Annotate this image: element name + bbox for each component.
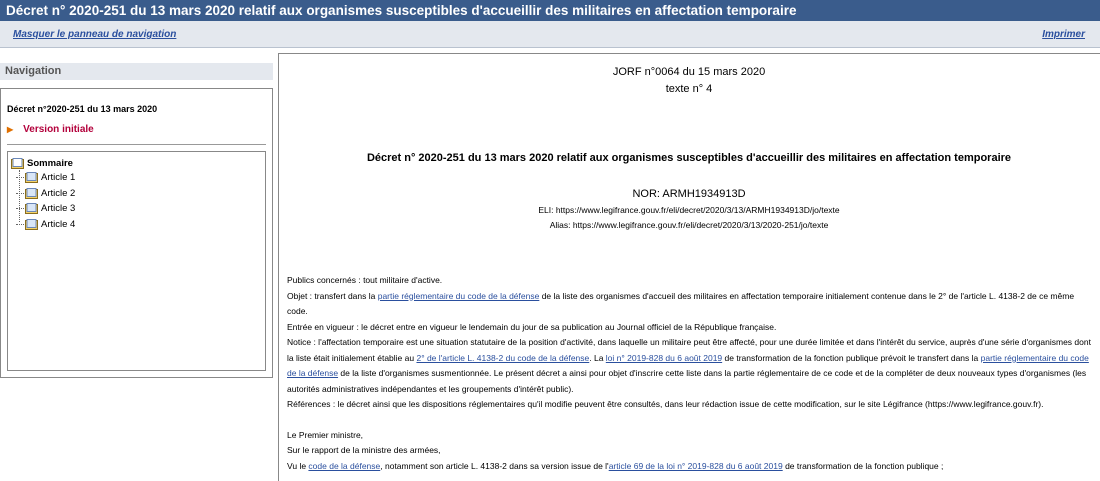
navigation-sidebar bbox=[0, 48, 278, 481]
document-content bbox=[278, 53, 1100, 481]
objet-paragraph bbox=[287, 289, 1093, 320]
print-link[interactable]: Imprimer bbox=[1042, 29, 1085, 40]
tree-item-article-1[interactable] bbox=[11, 170, 262, 186]
partie-reglementaire-link-2[interactable]: partie réglementaire du code de la défense bbox=[287, 352, 1089, 378]
triangle-right-icon: ▶ bbox=[7, 125, 14, 134]
sommaire-tree bbox=[7, 151, 266, 371]
loi-2019-828-link[interactable]: loi n° 2019-828 du 6 août 2019 bbox=[605, 352, 723, 363]
partie-reglementaire-link[interactable]: partie réglementaire du code de la défense bbox=[377, 290, 540, 301]
nor-reference: NOR: ARMH1934913D bbox=[632, 188, 746, 200]
tree-root-sommaire[interactable] bbox=[11, 156, 262, 170]
rapport-line: Sur le rapport de la ministre des armées, bbox=[287, 445, 441, 455]
vu-text: de transformation de la fonction publique ; bbox=[782, 460, 944, 471]
book-icon bbox=[25, 172, 38, 183]
article-69-link[interactable]: article 69 de la loi n° 2019-828 du 6 août 2019 bbox=[608, 460, 783, 471]
notice-paragraph bbox=[287, 335, 1093, 397]
publics-paragraph: Publics concernés : tout militaire d'active. bbox=[287, 275, 443, 285]
notice-text: de transformation de la fonction publique prévoit le transfert dans la bbox=[722, 352, 981, 363]
code-defense-link[interactable]: code de la défense bbox=[308, 460, 381, 471]
spacer bbox=[287, 413, 1093, 428]
document-body bbox=[287, 273, 1093, 474]
tree-item-label: Article 1 bbox=[41, 172, 76, 184]
vu-text: Vu le bbox=[287, 460, 309, 471]
hide-navigation-link[interactable]: Masquer le panneau de navigation bbox=[13, 29, 177, 40]
book-icon bbox=[25, 188, 38, 199]
jorf-reference: JORF n°0064 du 15 mars 2020 bbox=[612, 66, 766, 78]
page-title: Décret n° 2020-251 du 13 mars 2020 relatif aux organismes susceptibles d'accueillir des militaires en affectation temporaire bbox=[0, 0, 1100, 21]
tree-item-article-2[interactable] bbox=[11, 186, 262, 202]
tree-item-label: Article 3 bbox=[41, 203, 76, 215]
tree-item-label: Article 4 bbox=[41, 218, 76, 230]
book-icon bbox=[25, 219, 38, 230]
decret-title: Décret n°2020-251 du 13 mars 2020 bbox=[7, 104, 158, 114]
vu-text: , notamment son article L. 4138-2 dans sa version issue de l' bbox=[380, 460, 609, 471]
book-icon bbox=[25, 203, 38, 214]
references-paragraph: Références : le décret ainsi que les dispositions réglementaires qu'il modifie peuvent être consultés, dans leur rédaction issue de cette modification, sur le site Légifrance (https://www.legifrance.gouv.fr). bbox=[287, 399, 1044, 409]
notice-text: de la liste d'organismes susmentionnée. Le présent décret a ainsi pour objet d'inscrire cette liste dans la partie réglementaire de ce code et de la compléter de deux nouveaux types d'organismes (les autorités administratives indépendantes et les groupements d'intérêt public). bbox=[287, 368, 1087, 394]
document-title: Décret n° 2020-251 du 13 mars 2020 relatif aux organismes susceptibles d'accueillir des militaires en affectation temporaire bbox=[366, 152, 1012, 164]
objet-text: de la liste des organismes d'accueil des militaires en affectation temporaire initialement contenue dans le 2° de l'article L. 4138-2 de ce même code. bbox=[287, 290, 1075, 316]
tree-item-label: Article 2 bbox=[41, 187, 76, 199]
tree-item-article-3[interactable] bbox=[11, 201, 262, 217]
tree-item-article-4[interactable] bbox=[11, 217, 262, 233]
texte-number: texte n° 4 bbox=[665, 83, 713, 95]
alias-reference: Alias: https://www.legifrance.gouv.fr/eli/decret/2020/3/13/2020-251/jo/texte bbox=[549, 220, 829, 230]
premier-ministre-line: Le Premier ministre, bbox=[287, 429, 364, 440]
toolbar bbox=[0, 21, 1100, 48]
notice-text: . La bbox=[589, 352, 606, 363]
version-label: Version initiale bbox=[23, 124, 94, 135]
version-initiale-link[interactable] bbox=[7, 124, 94, 135]
navigation-panel bbox=[0, 88, 273, 378]
divider bbox=[7, 144, 266, 145]
entree-paragraph: Entrée en vigueur : le décret entre en vigueur le lendemain du jour de sa publication au Journal officiel de la République française. bbox=[287, 321, 777, 332]
tree-root-label: Sommaire bbox=[27, 157, 73, 169]
vu-paragraph bbox=[287, 459, 1093, 475]
objet-text: Objet : transfert dans la bbox=[287, 290, 378, 301]
eli-reference: ELI: https://www.legifrance.gouv.fr/eli/decret/2020/3/13/ARMH1934913D/jo/texte bbox=[538, 205, 840, 215]
article-l4138-2-link[interactable]: 2° de l'article L. 4138-2 du code de la défense bbox=[416, 352, 590, 363]
navigation-heading: Navigation bbox=[0, 63, 273, 80]
notice-text: Notice : l'affectation temporaire est une situation statutaire de la position d'activité, dans laquelle un militaire peut être affecté, pour une durée limitée et dans l'intérêt du service, auprès d'une série d'organismes dont la liste était initialement établie au bbox=[287, 337, 1091, 363]
book-icon bbox=[11, 158, 24, 169]
